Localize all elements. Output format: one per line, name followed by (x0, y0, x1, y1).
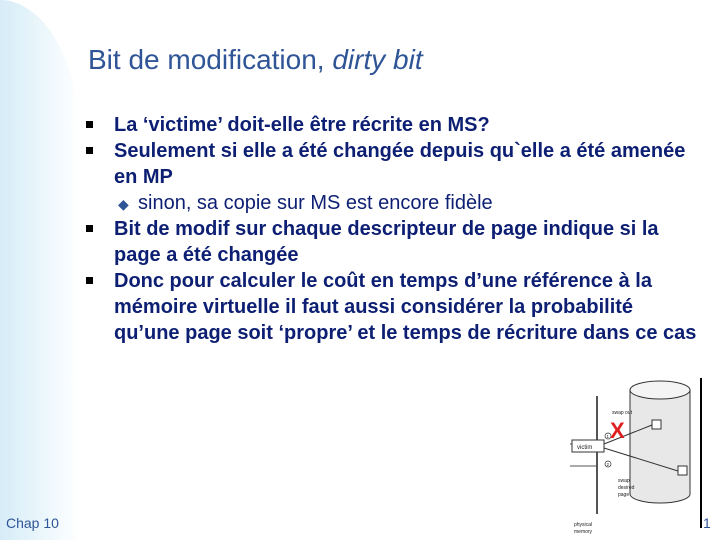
title-emphasis: dirty bit (332, 44, 423, 75)
step-two-label: 2 (606, 462, 610, 467)
bullet-text: Donc pour calculer le coût en temps d’une référence à la mémoire virtuelle il faut aussi considérer la probabilité qu’une page soit ‘propre’ et le temps de récriture dans ce cas (114, 270, 697, 344)
desired-page (678, 466, 687, 475)
bullet-text: Bit de modif sur chaque descripteur de page indique si la page a été changée (114, 218, 659, 266)
square-bullet-icon (86, 121, 93, 128)
sub-bullet-text: sinon, sa copie sur MS est encore fidèle (138, 192, 493, 214)
square-bullet-icon (86, 225, 93, 232)
swap-in-label: swap (618, 478, 630, 484)
page-replacement-diagram (566, 376, 706, 540)
bullet-item (82, 112, 702, 138)
figure-border-line (700, 378, 702, 528)
memory-frame-edge (596, 396, 598, 514)
slide-title (88, 44, 423, 76)
disk-cylinder-top (630, 381, 690, 399)
memory-label: memory (574, 529, 593, 535)
bullet-list (82, 112, 702, 346)
physical-label: physical (574, 522, 593, 528)
bullet-item (82, 138, 702, 190)
disk-cylinder-body (630, 390, 690, 503)
victim-label: victim (577, 445, 593, 451)
step-one-label: 1 (606, 434, 610, 439)
bullet-item (82, 268, 702, 346)
decorative-left-band (0, 0, 80, 540)
diamond-bullet-icon: ◆ (118, 196, 129, 212)
page-number: 1 (703, 515, 711, 531)
square-bullet-icon (86, 277, 93, 284)
bullet-text: La ‘victime’ doit-elle être récrite en MS? (114, 114, 490, 136)
page-label: page (618, 492, 630, 498)
square-bullet-icon (86, 147, 93, 154)
bullet-text: Seulement si elle a été changée depuis qu`elle a été amenée en MP (114, 140, 686, 188)
desired-label: desired (618, 485, 635, 491)
page-replacement-figure (566, 376, 706, 540)
cross-mark: X (610, 418, 625, 443)
chapter-footer: Chap 10 (6, 515, 59, 531)
title-plain: Bit de modification, (88, 44, 333, 75)
swap-out-label: swap out (612, 410, 633, 416)
swapped-out-page (652, 420, 661, 429)
sub-bullet-item (82, 190, 702, 216)
bullet-item (82, 216, 702, 268)
